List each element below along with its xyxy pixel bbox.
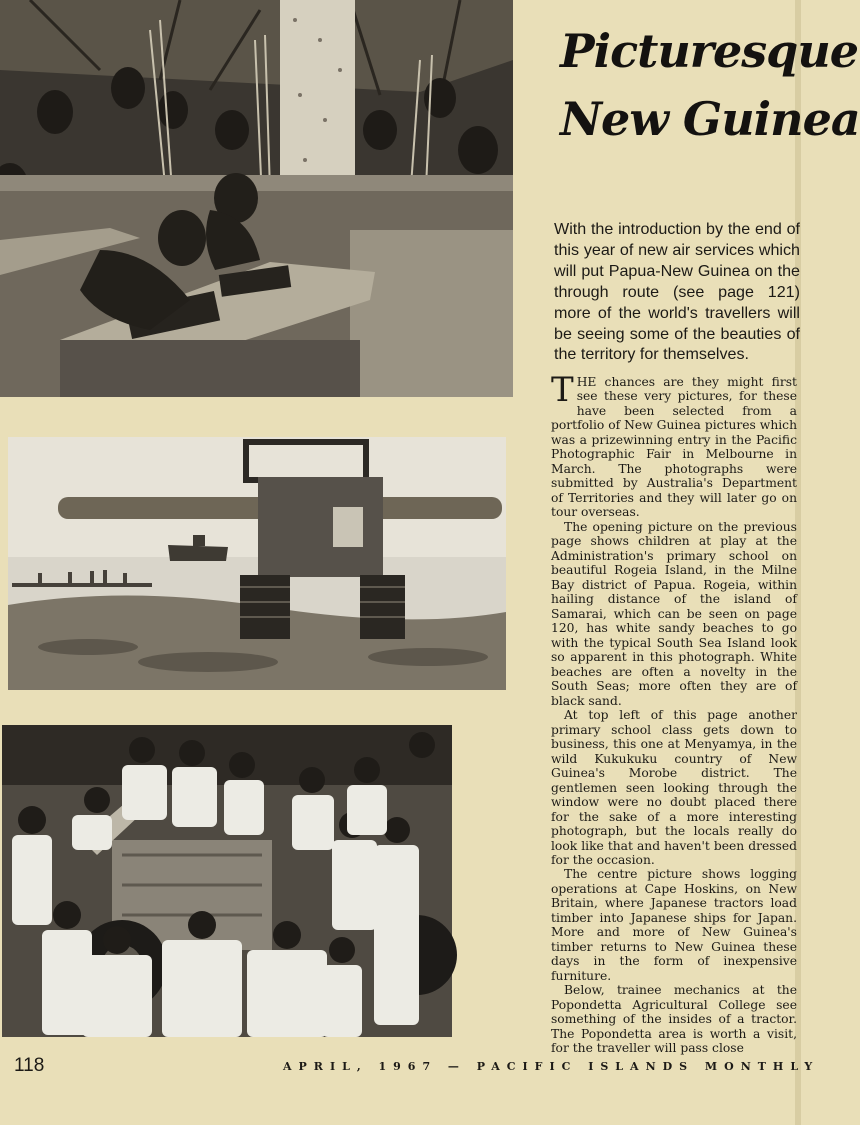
running-head: APRIL, 1967 — PACIFIC ISLANDS MONTHLY: [283, 1060, 820, 1073]
article-paragraph-1: [551, 370, 797, 520]
page-footer: [0, 1055, 820, 1079]
article-paragraph-1-text: HE chances are they might first see these very pictures, for these have been selected from a portfolio of New Guinea pictures which was a prizewinning entry in the Pacific Photographic Fair in Melbourne in March. The photographs were submitted by Australia's Department of Territories and they will later go on tour overseas.: [551, 375, 797, 520]
article-paragraph-5: Below, trainee mechanics at the Popondetta Agricultural College see something of the insides of a tractor. The Popondetta area is worth a visit, for the traveller will pass close: [551, 983, 797, 1056]
article-paragraph-4: The centre picture shows logging operations at Cape Hoskins, on New Britain, where Japanese tractors load timber into Japanese ships for Japan. More and more of New Guinea's timber returns to New Guinea these days in the form of inexpensive furniture.: [551, 867, 797, 983]
page-title-line-2: New Guinea: [560, 92, 860, 146]
intro-text: With the introduction by the end of this year of new air services which will put Papua-New Guinea on the through route (see page 121) more of the world's travellers will be seeing some of the beauties of the territory for themselves.: [554, 220, 800, 364]
dropcap: T: [551, 370, 574, 410]
intro-paragraph: [554, 219, 800, 365]
page-title: Picturesque: [560, 24, 859, 78]
mechanics-tractor-photo: [2, 725, 452, 1037]
article-paragraph-2: The opening picture on the previous page shows children at play at the Administration's primary school on beautiful Rogeia Island, in the Milne Bay district of Papua. Rogeia, within hailing distance of the island of Samarai, which can be seen on page 120, has white sandy beaches to go with the typical South Sea Island look so apparent in this photograph. White beaches are often a novelty in the South Seas; more often they are of black sand.: [551, 519, 797, 708]
classroom-photo: [0, 0, 513, 397]
article-paragraph-3: At top left of this page another primary school class gets down to business, this one at Menyamya, in the wild Kukukuku country of New Guinea's Morobe district. The gentlemen seen looking through the window were no doubt placed there for the sake of a more interesting photograph, but the locals really do look like that and haven't been dressed for the occasion.: [551, 708, 797, 867]
article-body: [551, 370, 797, 1056]
page-number: 118: [14, 1055, 45, 1076]
logging-tractor-photo: [8, 437, 506, 690]
